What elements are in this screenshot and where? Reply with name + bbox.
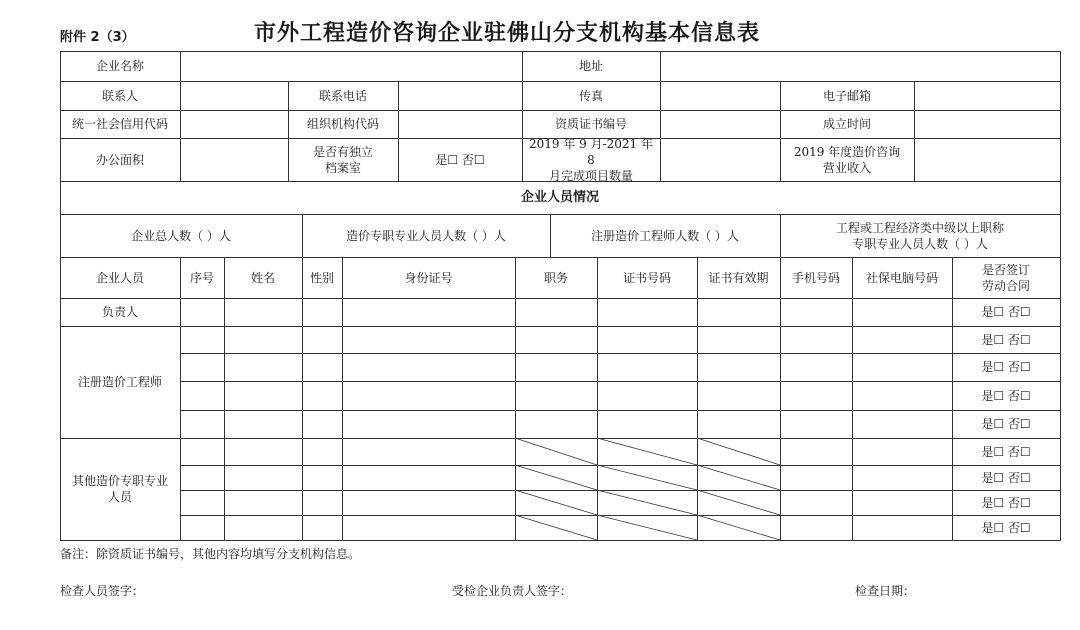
header-seq: 序号	[189, 270, 214, 285]
header-mobile: 手机号码	[791, 270, 840, 285]
group-other-staff: 其他造价专职专业 人员	[71, 474, 168, 504]
form-title: 市外工程造价咨询企业驻佛山分支机构基本信息表	[254, 21, 761, 46]
labor-contract-yes-no-checkbox[interactable]: 是☐ 否☐	[981, 305, 1031, 319]
label-completed-projects: 2019 年 9 月-2021 年 8 月完成项目数量	[528, 136, 654, 183]
input-address[interactable]	[660, 51, 1060, 81]
input-established-time[interactable]	[914, 110, 1060, 138]
label-office-area: 办公面积	[95, 152, 144, 167]
label-company-name: 企业名称	[95, 59, 144, 73]
label-established-time: 成立时间	[822, 117, 871, 131]
labor-contract-yes-no-checkbox[interactable]: 是☐ 否☐	[981, 360, 1031, 374]
input-credit-code[interactable]	[180, 110, 288, 138]
labor-contract-yes-no-checkbox[interactable]: 是☐ 否☐	[981, 470, 1031, 485]
header-gender: 性别	[309, 270, 334, 285]
labor-contract-yes-no-checkbox[interactable]: 是☐ 否☐	[981, 332, 1031, 347]
group-registered-engineer: 注册造价工程师	[77, 375, 162, 389]
input-completed-projects[interactable]	[660, 138, 780, 181]
labor-contract-yes-no-checkbox[interactable]: 是☐ 否☐	[981, 417, 1031, 431]
label-email: 电子邮箱	[822, 88, 871, 103]
label-contact-phone: 联系电话	[318, 88, 367, 103]
label-independent-archive-room: 是否有独立 档案室	[312, 144, 373, 175]
header-position: 职务	[543, 270, 568, 285]
header-id-number: 身份证号	[404, 270, 453, 285]
header-social-security: 社保电脑号码	[865, 270, 938, 285]
input-office-area[interactable]	[180, 138, 288, 181]
header-labor-contract: 是否签订 劳动合同	[981, 262, 1030, 293]
form-note: 备注：除资质证书编号，其他内容均填写分支机构信息。	[60, 547, 361, 561]
input-fax[interactable]	[660, 81, 780, 110]
header-name: 姓名	[250, 270, 275, 285]
labor-contract-yes-no-checkbox[interactable]: 是☐ 否☐	[981, 444, 1031, 459]
labor-contract-yes-no-checkbox[interactable]: 是☐ 否☐	[981, 495, 1031, 510]
label-address: 地址	[578, 59, 603, 73]
mid-level-title-staff-count[interactable]: 工程或工程经济类中级以上职称 专职专业人员人数（ ）人	[835, 220, 1004, 251]
labor-contract-yes-no-checkbox[interactable]: 是☐ 否☐	[981, 388, 1031, 403]
group-leader: 负责人	[101, 305, 138, 319]
company-leader-signature-label: 受检企业负责人签字：	[452, 584, 573, 598]
labor-contract-yes-no-checkbox[interactable]: 是☐ 否☐	[981, 520, 1031, 535]
archive-room-yes-no-checkbox[interactable]: 是☐ 否☐	[435, 152, 485, 167]
registered-engineer-count[interactable]: 注册造价工程师人数（ ）人	[591, 228, 739, 243]
input-org-code[interactable]	[398, 110, 522, 138]
header-cert-validity: 证书有效期	[708, 270, 769, 285]
attachment-label: 附件 2（3）	[60, 30, 135, 45]
header-staff: 企业人员	[95, 270, 144, 285]
full-time-staff-count[interactable]: 造价专职专业人员人数（ ）人	[346, 228, 506, 243]
input-contact-person[interactable]	[180, 81, 288, 110]
total-staff-count[interactable]: 企业总人数（ ）人	[131, 228, 231, 243]
header-cert-number: 证书号码	[622, 270, 671, 285]
personnel-section-title: 企业人员情况	[520, 189, 599, 205]
label-org-code: 组织机构代码	[306, 117, 379, 131]
label-contact-person: 联系人	[101, 88, 138, 103]
label-qualification-cert-no: 资质证书编号	[554, 117, 627, 131]
inspection-date-label: 检查日期：	[855, 584, 916, 598]
inspector-signature-label: 检查人员签字：	[60, 584, 145, 598]
input-qualification-cert-no[interactable]	[660, 110, 780, 138]
input-email[interactable]	[914, 81, 1060, 110]
input-consulting-revenue[interactable]	[914, 138, 1060, 181]
label-consulting-revenue: 2019 年度造价咨询 营业收入	[793, 144, 901, 175]
label-fax: 传真	[578, 88, 603, 103]
label-credit-code: 统一社会信用代码	[71, 117, 168, 131]
input-contact-phone[interactable]	[398, 81, 522, 110]
input-company-name[interactable]	[180, 51, 522, 81]
